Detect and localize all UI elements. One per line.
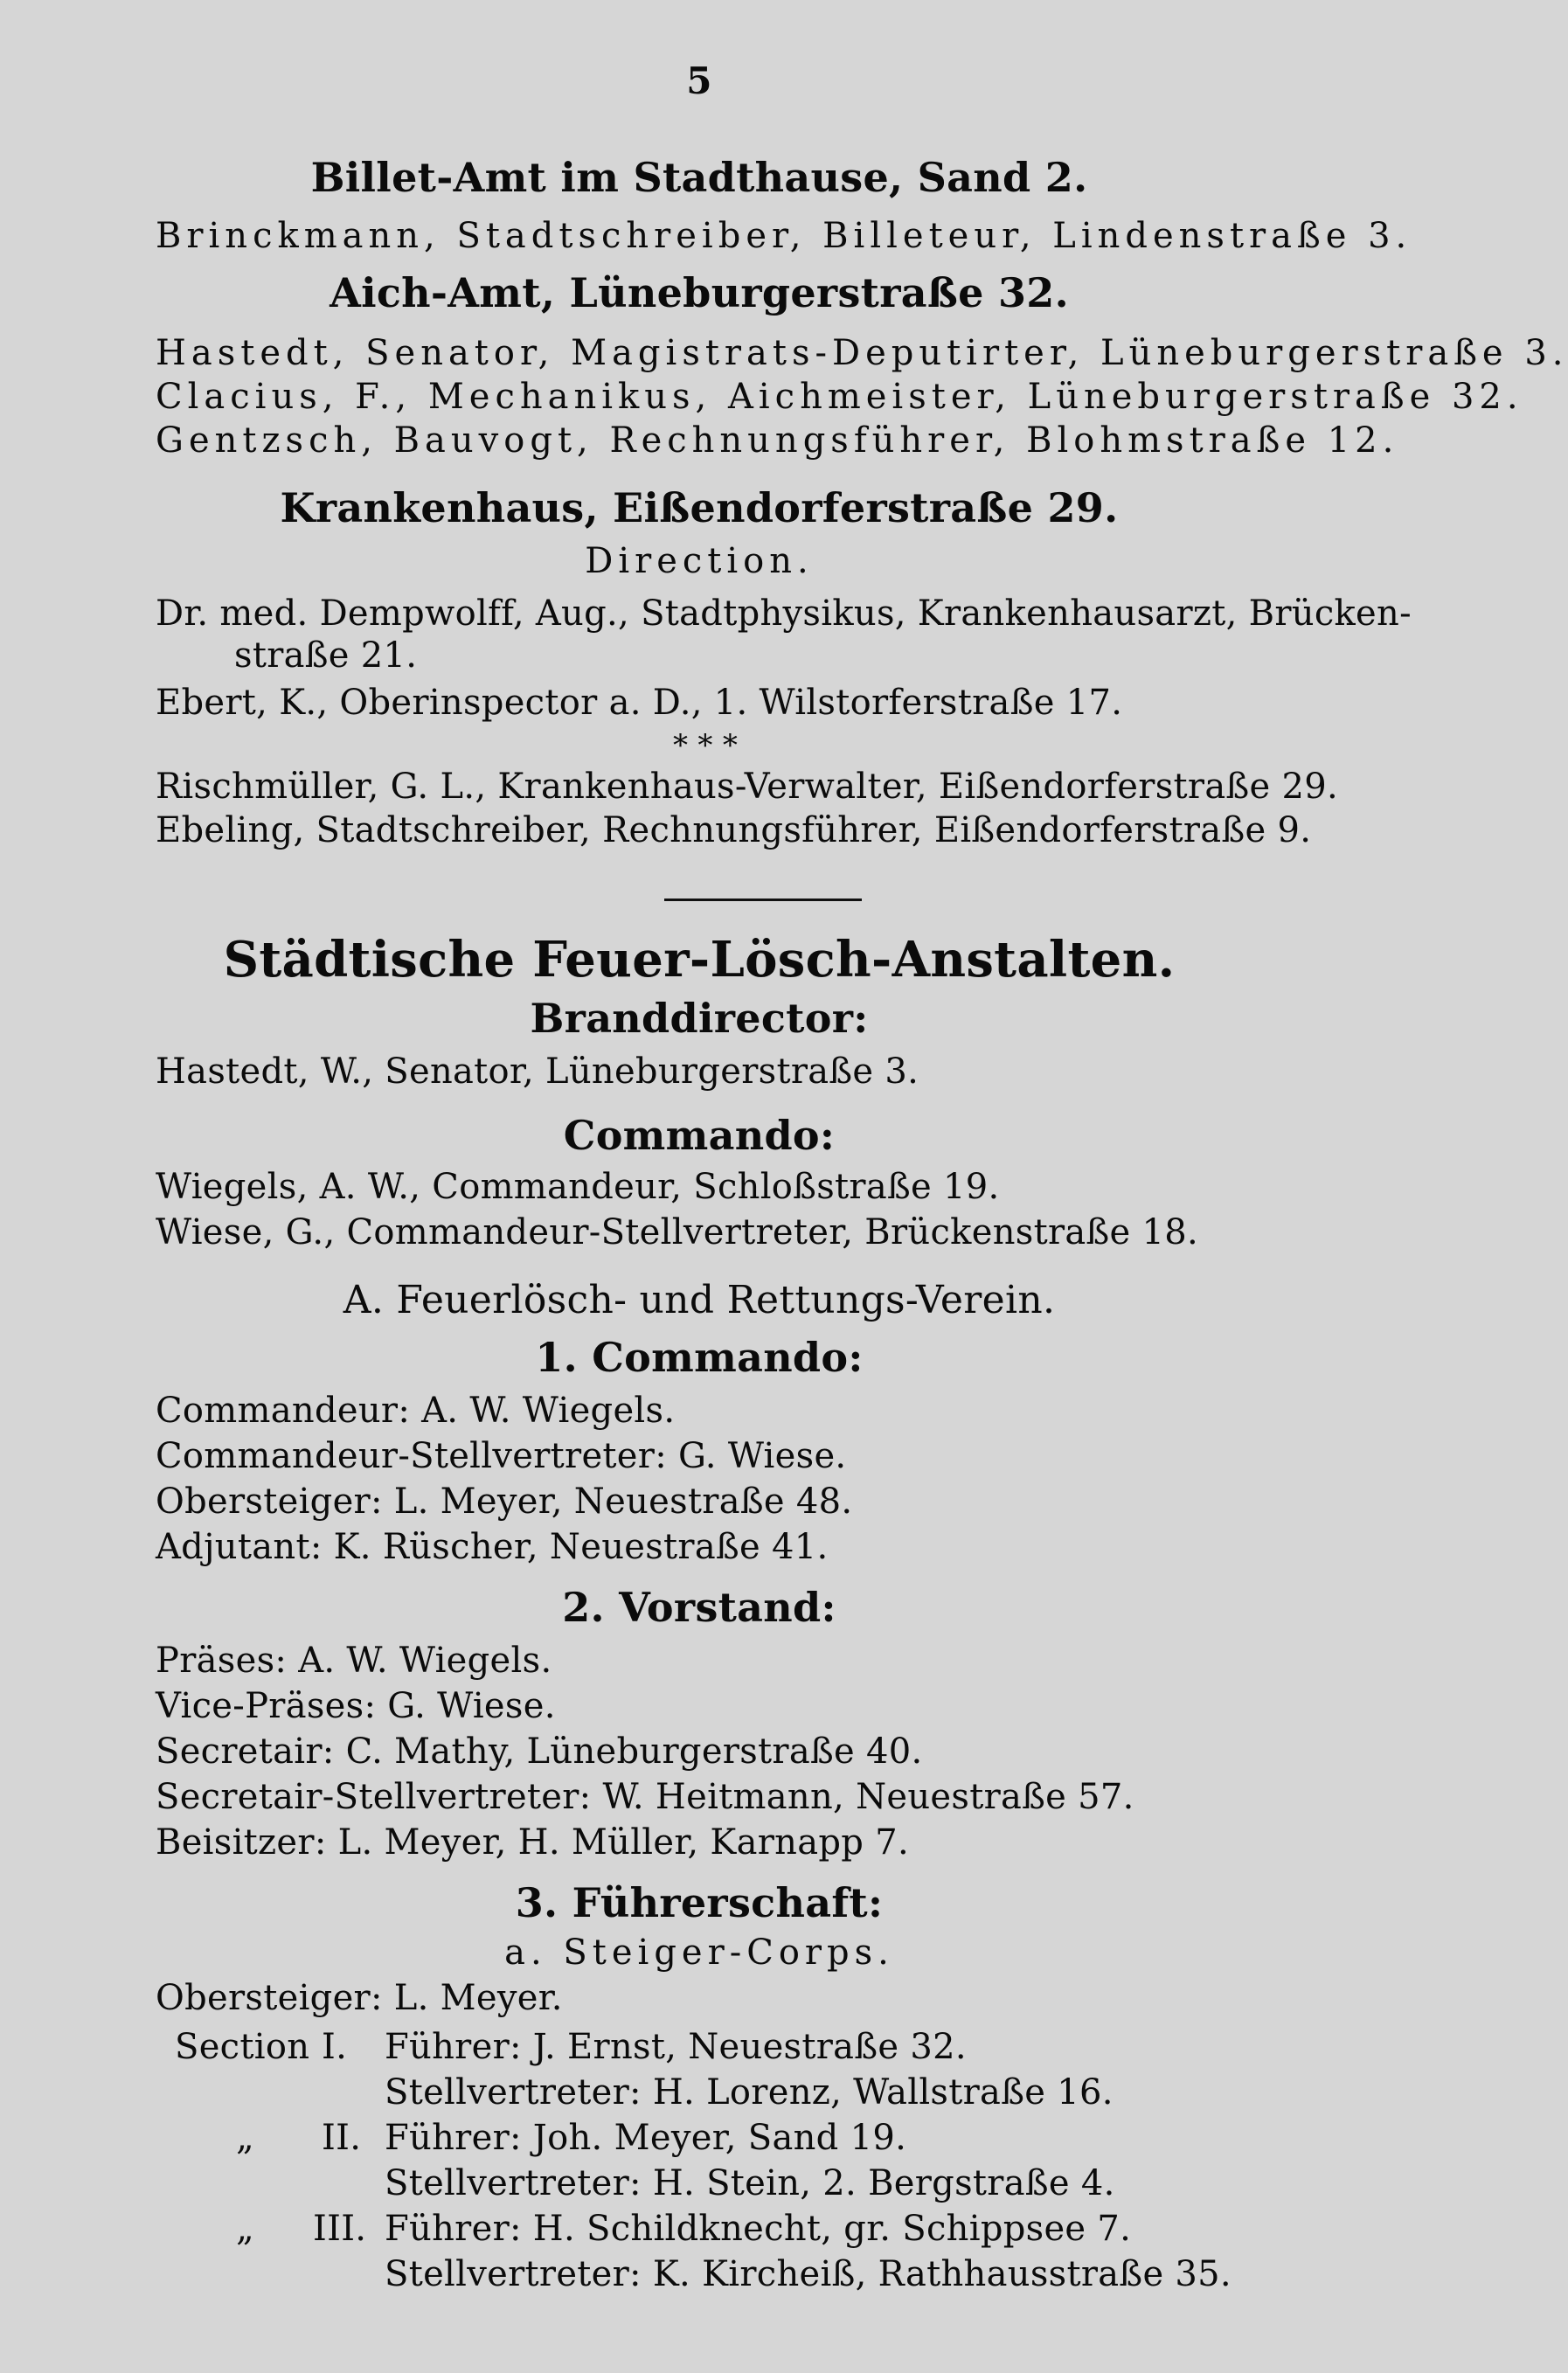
section-fuehrer: Führer: H. Schildknecht, gr. Schippsee 7. bbox=[385, 2209, 1132, 2249]
commando-line: Wiegels, A. W., Commandeur, Schloßstraße 19. bbox=[156, 1167, 1000, 1207]
krankenhaus-line: straße 21. bbox=[234, 635, 418, 676]
feuer-title: Städtische Feuer-Lösch-Anstalten. bbox=[223, 931, 1176, 989]
branddirector-line: Hastedt, W., Senator, Lüneburgerstraße 3. bbox=[156, 1051, 919, 1092]
section-label: Section bbox=[175, 2027, 310, 2067]
commando-heading: Commando: bbox=[563, 1112, 836, 1159]
asterism: * * * bbox=[673, 728, 739, 763]
divider-rule bbox=[664, 899, 862, 901]
aich-heading: Aich-Amt, Lüneburgerstraße 32. bbox=[330, 269, 1069, 316]
aich-line: Clacius, F., Mechanikus, Aichmeister, Lüneburgerstraße 32. bbox=[156, 377, 1523, 417]
krankenhaus-line: Dr. med. Dempwolff, Aug., Stadtphysikus, Krankenhausarzt, Brücken- bbox=[156, 593, 1412, 634]
sub2-line: Vice-Präses: G. Wiese. bbox=[156, 1686, 556, 1726]
commando-line: Wiese, G., Commandeur-Stellvertreter, Brückenstraße 18. bbox=[156, 1212, 1199, 1252]
krankenhaus-line: Ebeling, Stadtschreiber, Rechnungsführer, Eißendorferstraße 9. bbox=[156, 810, 1312, 850]
sub2-line: Secretair-Stellvertreter: W. Heitmann, Neuestraße 57. bbox=[156, 1777, 1134, 1817]
sub2-heading: 2. Vorstand: bbox=[562, 1584, 836, 1631]
section-fuehrer: Führer: J. Ernst, Neuestraße 32. bbox=[385, 2027, 967, 2067]
section-numeral: I. bbox=[322, 2027, 348, 2067]
sub3-obersteiger: Obersteiger: L. Meyer. bbox=[156, 1978, 563, 2018]
krankenhaus-heading: Krankenhaus, Eißendorferstraße 29. bbox=[280, 484, 1119, 531]
aich-line: Hastedt, Senator, Magistrats-Deputirter, Lüneburgerstraße 3. bbox=[156, 333, 1568, 373]
section-numeral: II. bbox=[322, 2118, 362, 2158]
section-stellvertreter: Stellvertreter: K. Kircheiß, Rathhausstraße 35. bbox=[385, 2254, 1232, 2294]
section-fuehrer: Führer: Joh. Meyer, Sand 19. bbox=[385, 2118, 907, 2158]
sub3-heading: 3. Führerschaft: bbox=[515, 1879, 884, 1926]
sub1-line: Obersteiger: L. Meyer, Neuestraße 48. bbox=[156, 1481, 853, 1522]
billet-line: Brinckmann, Stadtschreiber, Billeteur, Lindenstraße 3. bbox=[156, 216, 1412, 256]
krankenhaus-subheading: Direction. bbox=[585, 541, 814, 581]
sub1-line: Adjutant: K. Rüscher, Neuestraße 41. bbox=[156, 1527, 829, 1567]
section-numeral: III. bbox=[313, 2209, 367, 2249]
sub2-line: Präses: A. W. Wiegels. bbox=[156, 1641, 552, 1681]
sub1-heading: 1. Commando: bbox=[535, 1334, 864, 1381]
section-label: „ bbox=[236, 2209, 255, 2249]
krankenhaus-line: Rischmüller, G. L., Krankenhaus-Verwalter, Eißendorferstraße 29. bbox=[156, 767, 1338, 807]
sub1-line: Commandeur: A. W. Wiegels. bbox=[156, 1391, 676, 1431]
sub2-line: Beisitzer: L. Meyer, H. Müller, Karnapp 7. bbox=[156, 1822, 909, 1863]
section-label: „ bbox=[236, 2118, 255, 2158]
page-number: 5 bbox=[686, 59, 712, 102]
sub1-line: Commandeur-Stellvertreter: G. Wiese. bbox=[156, 1436, 847, 1476]
sub2-line: Secretair: C. Mathy, Lüneburgerstraße 40. bbox=[156, 1731, 923, 1772]
section-stellvertreter: Stellvertreter: H. Lorenz, Wallstraße 16. bbox=[385, 2072, 1114, 2113]
section-stellvertreter: Stellvertreter: H. Stein, 2. Bergstraße 4. bbox=[385, 2163, 1115, 2203]
krankenhaus-line: Ebert, K., Oberinspector a. D., 1. Wilstorferstraße 17. bbox=[156, 683, 1123, 723]
sub3-subheading: a. Steiger-Corps. bbox=[504, 1932, 894, 1973]
aich-line: Gentzsch, Bauvogt, Rechnungsführer, Blohmstraße 12. bbox=[156, 420, 1399, 461]
branddirector-heading: Branddirector: bbox=[530, 995, 869, 1042]
verein-heading: A. Feuerlösch- und Rettungs-Verein. bbox=[343, 1278, 1056, 1322]
billet-heading: Billet-Amt im Stadthause, Sand 2. bbox=[310, 154, 1088, 201]
